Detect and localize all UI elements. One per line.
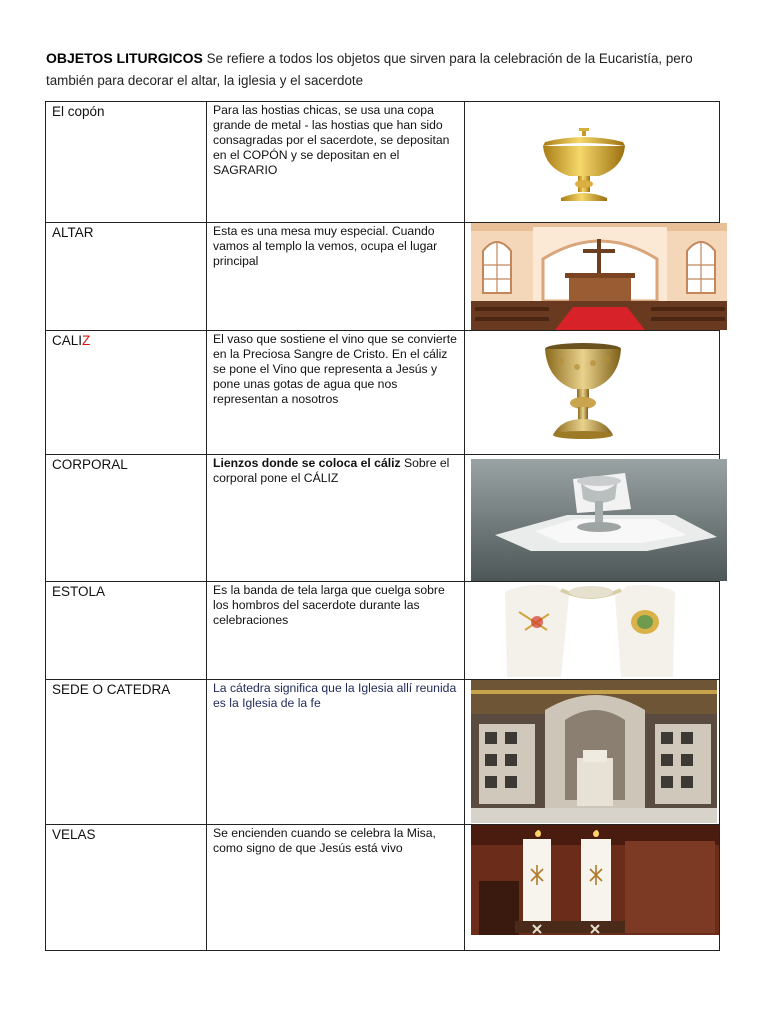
- corporal-image: [465, 455, 735, 581]
- object-description: La cátedra significa que la Iglesia allí reunida es la Iglesia de la fe: [207, 680, 465, 825]
- stole-picture: [465, 582, 720, 680]
- chalice-image: [465, 331, 735, 453]
- altar-image: [465, 223, 735, 330]
- intro-text: Se refiere a todos los objetos que sirven para la celebración de la Eucaristía, pero también para decorar el altar, la iglesia y el sacerdote: [46, 51, 693, 88]
- altar-picture: [465, 223, 720, 331]
- object-description: Se encienden cuando se celebra la Misa, como signo de que Jesús está vivo: [207, 825, 465, 951]
- candles-picture: [465, 825, 720, 951]
- table-row: [46, 102, 720, 223]
- object-description: [207, 455, 465, 582]
- table-row: [46, 582, 720, 680]
- ciborium-image: [465, 102, 735, 221]
- ciborium-picture: [465, 102, 720, 223]
- object-name: El copón: [46, 102, 207, 223]
- candles-image: [465, 825, 735, 949]
- object-name: VELAS: [46, 825, 207, 951]
- table-row: [46, 331, 720, 455]
- object-name: ALTAR: [46, 223, 207, 331]
- object-description-text: Sobre el corporal pone el CÁLIZ: [213, 456, 450, 485]
- table-row: [46, 223, 720, 331]
- cathedra-image: [465, 680, 735, 823]
- object-description-bold: Lienzos donde se coloca el cáliz: [213, 456, 401, 470]
- cathedra-picture: [465, 680, 720, 825]
- object-description: El vaso que sostiene el vino que se convierte en la Preciosa Sangre de Cristo. En el cáliz se pone el Vino que representa a Jesús y pone unas gotas de agua que nos representan a nosotros: [207, 331, 465, 455]
- object-description: Para las hostias chicas, se usa una copa grande de metal - las hostias que han sido consagradas por el sacerdote, se depositan en el COPÓN y se depositan en el SAGRARIO: [207, 102, 465, 223]
- intro-title: OBJETOS LITURGICOS: [46, 50, 203, 66]
- object-name-part: CALI: [52, 333, 83, 348]
- chalice-picture: [465, 331, 720, 455]
- stole-image: [465, 582, 735, 679]
- intro-paragraph: [46, 47, 726, 92]
- corporal-picture: [465, 455, 720, 582]
- objects-table: [45, 101, 720, 951]
- object-name: SEDE O CATEDRA: [46, 680, 207, 825]
- object-description: Esta es una mesa muy especial. Cuando vamos al templo la vemos, ocupa el lugar principal: [207, 223, 465, 331]
- table-row: [46, 825, 720, 951]
- object-name: [46, 331, 207, 455]
- object-description: Es la banda de tela larga que cuelga sobre los hombros del sacerdote durante las celebraciones: [207, 582, 465, 680]
- object-name: ESTOLA: [46, 582, 207, 680]
- object-name-highlight: Z: [82, 333, 91, 348]
- table-row: [46, 680, 720, 825]
- object-name: CORPORAL: [46, 455, 207, 582]
- table-row: [46, 455, 720, 582]
